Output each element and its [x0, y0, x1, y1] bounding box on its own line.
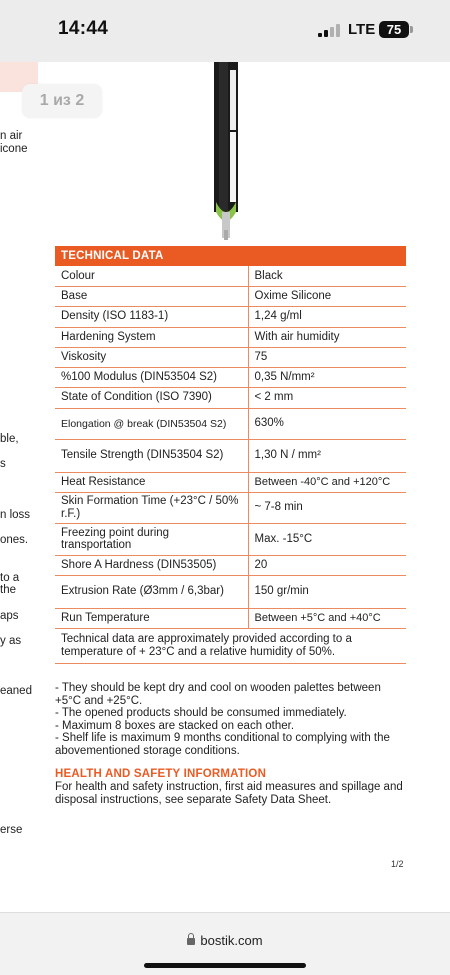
left-fragment: aps	[0, 610, 19, 622]
property-cell: Skin Formation Time (+23°C / 50% r.F.)	[55, 492, 248, 523]
value-cell: 1,24 g/ml	[248, 306, 406, 327]
storage-line: - They should be kept dry and cool on wooden palettes between +5°C and +25°C.	[55, 682, 381, 707]
table-row	[55, 266, 406, 286]
page-number: 1/2	[391, 859, 404, 869]
storage-line: - Shelf life is maximum 9 months conditional to complying with the abovementioned storage conditions.	[55, 732, 390, 757]
battery-tip	[410, 26, 413, 33]
home-indicator[interactable]	[144, 963, 306, 968]
property-cell: Base	[55, 286, 248, 306]
battery-icon	[379, 21, 409, 38]
value-cell: With air humidity	[248, 327, 406, 347]
table-row	[55, 347, 406, 367]
network-type: LTE	[348, 21, 376, 38]
battery-level: 75	[386, 22, 402, 37]
storage-instructions	[55, 682, 406, 757]
browser-bottom-bar	[0, 912, 450, 975]
left-fragment: erse	[0, 824, 23, 836]
technical-data-section	[55, 246, 406, 664]
table-row	[55, 306, 406, 327]
value-cell: ~ 7-8 min	[248, 492, 406, 523]
cellular-signal-icon	[318, 24, 340, 37]
table-row	[55, 387, 406, 408]
property-cell: %100 Modulus (DIN53504 S2)	[55, 367, 248, 387]
health-safety-body: For health and safety instruction, first aid measures and spillage and disposal instructions, see separate Safety Data Sheet.	[55, 781, 403, 806]
property-cell: Colour	[55, 266, 248, 286]
property-cell: Run Temperature	[55, 608, 248, 628]
page-indicator: 1 из 2	[22, 84, 102, 118]
url-text: bostik.com	[200, 933, 263, 948]
left-fragment: y as	[0, 635, 22, 647]
table-row	[55, 523, 406, 555]
value-cell: 150 gr/min	[248, 575, 406, 608]
table-row	[55, 472, 406, 492]
value-cell: 0,35 N/mm²	[248, 367, 406, 387]
table-row	[55, 555, 406, 575]
table-row	[55, 408, 406, 439]
table-row	[55, 327, 406, 347]
value-cell: Between -40°C and +120°C	[248, 472, 406, 492]
property-cell: Viskosity	[55, 347, 248, 367]
property-cell: Elongation @ break (DIN53504 S2)	[55, 408, 248, 439]
value-cell: Between +5°C and +40°C	[248, 608, 406, 628]
technical-data-heading: TECHNICAL DATA	[55, 246, 406, 266]
property-cell: Heat Resistance	[55, 472, 248, 492]
value-cell: < 2 mm	[248, 387, 406, 408]
value-cell: Oxime Silicone	[248, 286, 406, 306]
property-cell: Density (ISO 1183-1)	[55, 306, 248, 327]
pdf-page[interactable]	[0, 62, 450, 912]
left-fragment: icone	[0, 143, 28, 155]
status-time: 14:44	[58, 18, 109, 39]
table-row	[55, 439, 406, 472]
technical-data-table	[55, 266, 406, 629]
left-fragment: n air	[0, 130, 23, 142]
address-bar[interactable]	[0, 933, 450, 948]
value-cell: 1,30 N / mm²	[248, 439, 406, 472]
table-row	[55, 286, 406, 306]
value-cell: 630%	[248, 408, 406, 439]
property-cell: Shore A Hardness (DIN53505)	[55, 555, 248, 575]
property-cell: Hardening System	[55, 327, 248, 347]
value-cell: Max. -15°C	[248, 523, 406, 555]
product-tube-image	[208, 62, 244, 240]
property-cell: Extrusion Rate (Ø3mm / 6,3bar)	[55, 575, 248, 608]
technical-data-note: Technical data are approximately provided according to a temperature of + 23°C and a relative humidity of 50%.	[55, 629, 406, 664]
left-fragment: ble,	[0, 433, 19, 445]
value-cell: Black	[248, 266, 406, 286]
storage-line: - The opened products should be consumed immediately.	[55, 707, 347, 719]
table-row	[55, 608, 406, 628]
left-fragment: s	[0, 458, 6, 470]
left-fragment: ones.	[0, 534, 29, 546]
property-cell: Freezing point during transportation	[55, 523, 248, 555]
status-bar	[0, 0, 450, 62]
left-fragment: eaned	[0, 685, 32, 697]
left-fragment: to a	[0, 572, 20, 584]
table-row	[55, 575, 406, 608]
left-fragment: the	[0, 584, 16, 596]
storage-line: - Maximum 8 boxes are stacked on each other.	[55, 719, 295, 732]
value-cell: 20	[248, 555, 406, 575]
left-fragment: n loss	[0, 509, 31, 521]
property-cell: State of Condition (ISO 7390)	[55, 387, 248, 408]
table-row	[55, 367, 406, 387]
property-cell: Tensile Strength (DIN53504 S2)	[55, 439, 248, 472]
lock-icon	[187, 938, 195, 945]
health-safety-heading: HEALTH AND SAFETY INFORMATION	[55, 768, 267, 780]
value-cell: 75	[248, 347, 406, 367]
table-row	[55, 492, 406, 523]
